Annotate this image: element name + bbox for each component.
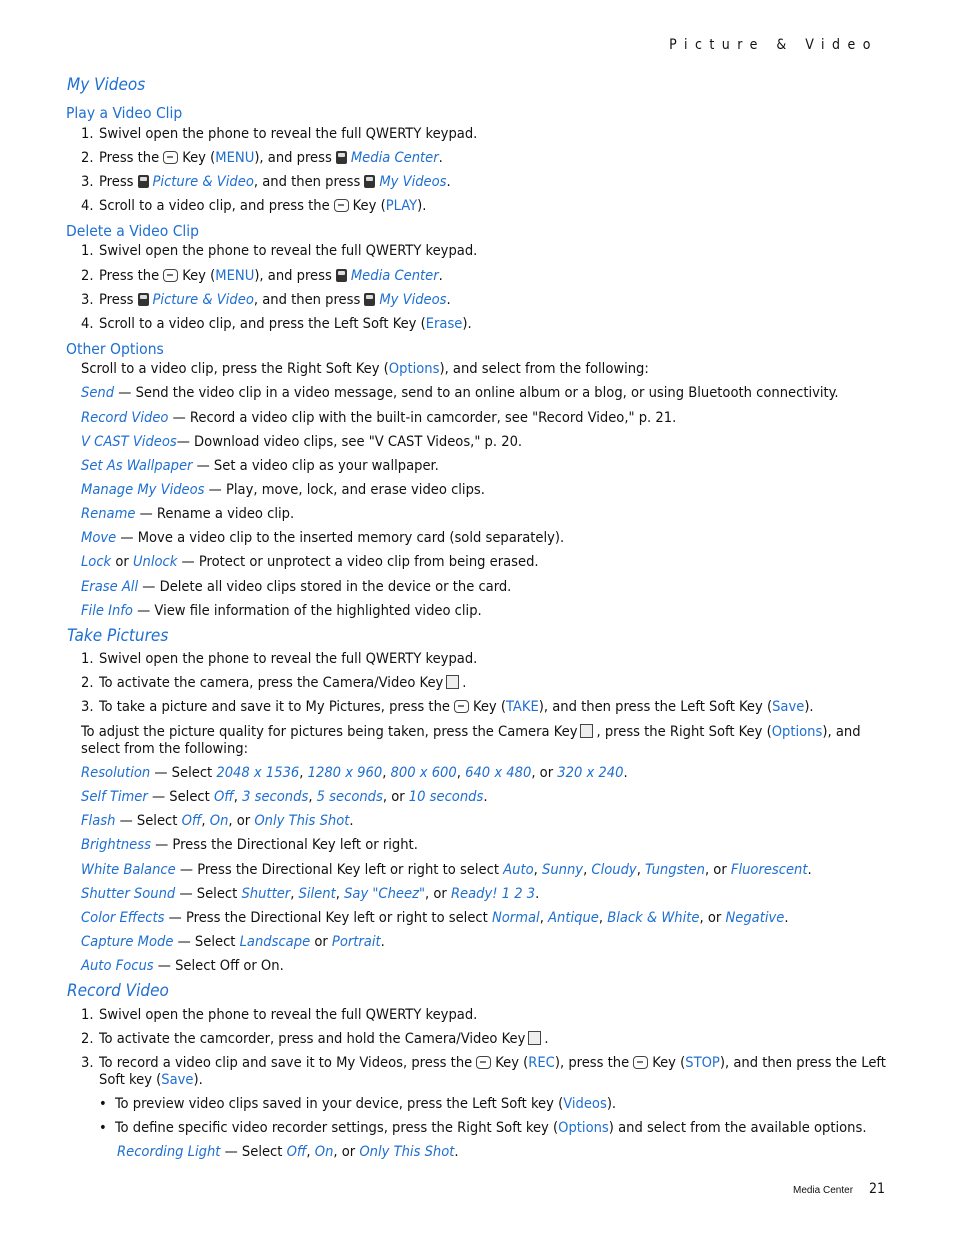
record-step-3: 3. To record a video clip and save it to My Videos, press the Key (REC), press the Key (STOP), and then press the Left xyxy=(81,1054,886,1071)
play-step-2: 2. Press the Key (MENU), and press Media Center. xyxy=(81,149,443,166)
take-step-2: 2. To activate the camera, press the Camera/Video Key . xyxy=(81,674,467,691)
take-step-3: 3. To take a picture and save it to My Pictures, press the Key (TAKE), and then press the Left Soft Key (Save). xyxy=(81,698,814,715)
option-move: Move — Move a video clip to the inserted memory card (sold separately). xyxy=(81,529,565,546)
setting-capture-mode: Capture Mode — Select Landscape or Portrait. xyxy=(81,933,385,950)
ok-key-icon xyxy=(334,199,349,212)
take-adjust-line-2: select from the following: xyxy=(81,740,249,757)
take-adjust-line-1: To adjust the picture quality for pictures being taken, press the Camera Key , press the Right Soft Key (Options), and xyxy=(81,723,861,740)
ok-key-icon xyxy=(163,151,178,164)
record-bullet-1: • To preview video clips saved in your device, press the Left Soft key (Videos). xyxy=(99,1095,617,1112)
delete-step-3: 3. Press Picture & Video, and then press My Videos. xyxy=(81,291,451,308)
setting-brightness: Brightness — Press the Directional Key left or right. xyxy=(81,836,418,853)
section-title-my-videos: My Videos xyxy=(67,75,146,95)
other-intro: Scroll to a video clip, press the Right Soft Key (Options), and select from the following: xyxy=(81,360,649,377)
ok-key-icon xyxy=(476,1056,491,1069)
ok-key-icon xyxy=(163,269,178,282)
take-step-1: 1. Swivel open the phone to reveal the full QWERTY keypad. xyxy=(81,650,478,667)
option-erase-all: Erase All — Delete all video clips stored in the device or the card. xyxy=(81,578,512,595)
delete-step-1: 1. Swivel open the phone to reveal the full QWERTY keypad. xyxy=(81,242,478,259)
camera-key-icon xyxy=(528,1031,541,1045)
key-icon xyxy=(364,293,375,306)
ok-key-icon xyxy=(454,700,469,713)
camera-key-icon xyxy=(580,724,593,738)
section-title-take-pictures: Take Pictures xyxy=(67,626,169,646)
play-step-1: 1. Swivel open the phone to reveal the full QWERTY keypad. xyxy=(81,125,478,142)
ok-key-icon xyxy=(633,1056,648,1069)
record-step-3-cont: Soft key (Save). xyxy=(99,1071,203,1088)
record-step-1: 1. Swivel open the phone to reveal the full QWERTY keypad. xyxy=(81,1006,478,1023)
key-icon xyxy=(336,151,347,164)
key-icon xyxy=(364,175,375,188)
setting-color-effects: Color Effects — Press the Directional Key left or right to select Normal, Antique, Black & White, or Negative. xyxy=(81,909,789,926)
page-number: 21 xyxy=(869,1181,886,1197)
section-title-record-video: Record Video xyxy=(67,981,169,1001)
play-step-3: 3. Press Picture & Video, and then press My Videos. xyxy=(81,173,451,190)
setting-flash: Flash — Select Off, On, or Only This Shot. xyxy=(81,812,354,829)
delete-step-2: 2. Press the Key (MENU), and press Media Center. xyxy=(81,267,443,284)
camera-key-icon xyxy=(446,675,459,689)
play-step-4: 4. Scroll to a video clip, and press the Key (PLAY). xyxy=(81,197,427,214)
subsection-title-other-options: Other Options xyxy=(66,340,164,358)
option-rename: Rename — Rename a video clip. xyxy=(81,505,295,522)
option-wallpaper: Set As Wallpaper — Set a video clip as your wallpaper. xyxy=(81,457,439,474)
setting-self-timer: Self Timer — Select Off, 3 seconds, 5 seconds, or 10 seconds. xyxy=(81,788,488,805)
option-vcast: V CAST Videos— Download video clips, see "V CAST Videos," p. 20. xyxy=(81,433,523,450)
option-file-info: File Info — View file information of the highlighted video clip. xyxy=(81,602,482,619)
setting-resolution: Resolution — Select 2048 x 1536, 1280 x 960, 800 x 600, 640 x 480, or 320 x 240. xyxy=(81,764,628,781)
option-lock: Lock or Unlock — Protect or unprotect a video clip from being erased. xyxy=(81,553,539,570)
setting-auto-focus: Auto Focus — Select Off or On. xyxy=(81,957,284,974)
key-icon xyxy=(138,293,149,306)
subsection-title-play: Play a Video Clip xyxy=(66,104,183,122)
setting-shutter-sound: Shutter Sound — Select Shutter, Silent, Say "Cheez", or Ready! 1 2 3. xyxy=(81,885,540,902)
option-record-video: Record Video — Record a video clip with the built-in camcorder, see "Record Video," p. 21. xyxy=(81,409,677,426)
setting-white-balance: White Balance — Press the Directional Key left or right to select Auto, Sunny, Cloudy, Tungsten, or Fluorescent. xyxy=(81,861,812,878)
key-icon xyxy=(336,269,347,282)
record-bullet-2: • To define specific video recorder settings, press the Right Soft key (Options) and select from the available options. xyxy=(99,1119,867,1136)
footer-section-label: Media Center xyxy=(793,1185,854,1196)
option-manage: Manage My Videos — Play, move, lock, and erase video clips. xyxy=(81,481,485,498)
delete-step-4: 4. Scroll to a video clip, and press the Left Soft Key (Erase). xyxy=(81,315,472,332)
option-send: Send — Send the video clip in a video message, send to an online album or a blog, or using Bluetooth connectivity. xyxy=(81,384,839,401)
subsection-title-delete: Delete a Video Clip xyxy=(66,222,200,240)
page-header: Picture & Video xyxy=(669,37,878,53)
record-step-2: 2. To activate the camcorder, press and hold the Camera/Video Key . xyxy=(81,1030,549,1047)
key-icon xyxy=(138,175,149,188)
setting-recording-light: Recording Light — Select Off, On, or Only This Shot. xyxy=(117,1143,459,1160)
